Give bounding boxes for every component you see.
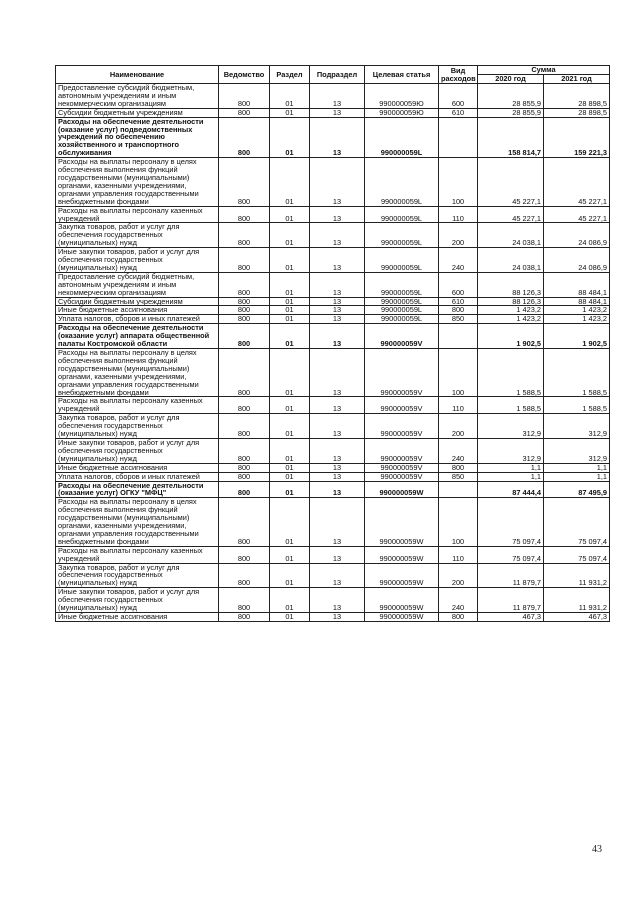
cell-sum-2020: 45 227,1 — [478, 158, 544, 206]
table-row — [56, 117, 610, 158]
col-header-podrazdel: Подраздел — [310, 66, 365, 84]
cell-vid-rashodov: 240 — [439, 438, 478, 463]
cell-celevaya-statya: 990000059L — [365, 306, 439, 315]
table-row — [56, 463, 610, 472]
cell-vid-rashodov: 850 — [439, 472, 478, 481]
cell-sum-2020: 11 879,7 — [478, 563, 544, 588]
cell-celevaya-statya: 990000059V — [365, 397, 439, 414]
col-header-razdel: Раздел — [270, 66, 310, 84]
cell-podrazdel: 13 — [310, 414, 365, 439]
cell-vid-rashodov: 110 — [439, 397, 478, 414]
cell-razdel: 01 — [270, 117, 310, 158]
table-row — [56, 248, 610, 273]
cell-sum-2021: 45 227,1 — [544, 206, 610, 223]
cell-sum-2021: 88 484,1 — [544, 297, 610, 306]
cell-vedomstvo: 800 — [219, 588, 270, 613]
cell-celevaya-statya: 990000059V — [365, 414, 439, 439]
cell-celevaya-statya: 990000059L — [365, 315, 439, 324]
cell-vedomstvo: 800 — [219, 563, 270, 588]
cell-sum-2020: 158 814,7 — [478, 117, 544, 158]
cell-celevaya-statya: 990000059V — [365, 463, 439, 472]
cell-sum-2020: 75 097,4 — [478, 546, 544, 563]
col-header-summa: Сумма — [478, 66, 610, 75]
cell-sum-2021: 75 097,4 — [544, 498, 610, 546]
col-header-vedomstvo: Ведомство — [219, 66, 270, 84]
cell-podrazdel: 13 — [310, 546, 365, 563]
cell-celevaya-statya: 990000059L — [365, 248, 439, 273]
cell-vedomstvo: 800 — [219, 498, 270, 546]
cell-sum-2020: 87 444,4 — [478, 481, 544, 498]
cell-vid-rashodov: 110 — [439, 206, 478, 223]
cell-name: Расходы на выплаты персоналу казенных учреждений — [56, 397, 219, 414]
table-row — [56, 324, 610, 349]
table-row — [56, 481, 610, 498]
cell-razdel: 01 — [270, 438, 310, 463]
cell-podrazdel: 13 — [310, 563, 365, 588]
cell-celevaya-statya: 990000059L — [365, 206, 439, 223]
cell-sum-2021: 28 898,5 — [544, 84, 610, 109]
cell-vid-rashodov: 610 — [439, 108, 478, 117]
cell-vedomstvo: 800 — [219, 546, 270, 563]
table-row — [56, 297, 610, 306]
cell-sum-2021: 1 902,5 — [544, 324, 610, 349]
cell-vid-rashodov: 100 — [439, 498, 478, 546]
cell-sum-2021: 1,1 — [544, 463, 610, 472]
cell-sum-2021: 1 423,2 — [544, 306, 610, 315]
cell-sum-2021: 88 484,1 — [544, 272, 610, 297]
cell-vid-rashodov: 240 — [439, 588, 478, 613]
cell-sum-2020: 75 097,4 — [478, 498, 544, 546]
cell-name: Закупка товаров, работ и услуг для обеспечения государственных (муниципальных) нужд — [56, 563, 219, 588]
cell-celevaya-statya: 990000059V — [365, 438, 439, 463]
cell-sum-2021: 1 588,5 — [544, 349, 610, 397]
cell-sum-2020: 467,3 — [478, 613, 544, 622]
cell-vedomstvo: 800 — [219, 481, 270, 498]
cell-razdel: 01 — [270, 272, 310, 297]
cell-razdel: 01 — [270, 463, 310, 472]
cell-name: Иные бюджетные ассигнования — [56, 306, 219, 315]
table-row — [56, 472, 610, 481]
cell-podrazdel: 13 — [310, 498, 365, 546]
cell-sum-2020: 88 126,3 — [478, 297, 544, 306]
cell-podrazdel: 13 — [310, 397, 365, 414]
cell-podrazdel: 13 — [310, 108, 365, 117]
cell-podrazdel: 13 — [310, 463, 365, 472]
cell-razdel: 01 — [270, 248, 310, 273]
cell-name: Иные закупки товаров, работ и услуг для обеспечения государственных (муниципальных) нужд — [56, 588, 219, 613]
cell-vedomstvo: 800 — [219, 117, 270, 158]
cell-vedomstvo: 800 — [219, 108, 270, 117]
cell-sum-2021: 11 931,2 — [544, 563, 610, 588]
cell-podrazdel: 13 — [310, 315, 365, 324]
cell-vedomstvo: 800 — [219, 248, 270, 273]
table-row — [56, 306, 610, 315]
cell-name: Расходы на выплаты персоналу в целях обеспечения выполнения функций государственными (муниципальными) органами, казенными учреждениями, органами управления государственными внебюджетными фондами — [56, 158, 219, 206]
cell-name: Иные закупки товаров, работ и услуг для обеспечения государственных (муниципальных) нужд — [56, 438, 219, 463]
cell-sum-2021: 87 495,9 — [544, 481, 610, 498]
cell-podrazdel: 13 — [310, 349, 365, 397]
cell-vid-rashodov: 800 — [439, 306, 478, 315]
cell-celevaya-statya: 990000059L — [365, 223, 439, 248]
cell-razdel: 01 — [270, 297, 310, 306]
cell-razdel: 01 — [270, 613, 310, 622]
cell-celevaya-statya: 990000059W — [365, 546, 439, 563]
cell-vedomstvo: 800 — [219, 438, 270, 463]
table-row — [56, 206, 610, 223]
cell-vid-rashodov: 100 — [439, 158, 478, 206]
cell-sum-2020: 24 038,1 — [478, 223, 544, 248]
cell-celevaya-statya: 990000059W — [365, 613, 439, 622]
col-header-name: Наименование — [56, 66, 219, 84]
cell-razdel: 01 — [270, 498, 310, 546]
cell-razdel: 01 — [270, 472, 310, 481]
cell-vid-rashodov: 200 — [439, 563, 478, 588]
cell-name: Закупка товаров, работ и услуг для обеспечения государственных (муниципальных) нужд — [56, 414, 219, 439]
table-row — [56, 588, 610, 613]
table-row — [56, 349, 610, 397]
cell-sum-2021: 28 898,5 — [544, 108, 610, 117]
cell-sum-2020: 1 902,5 — [478, 324, 544, 349]
cell-podrazdel: 13 — [310, 223, 365, 248]
cell-podrazdel: 13 — [310, 306, 365, 315]
cell-podrazdel: 13 — [310, 158, 365, 206]
cell-name: Расходы на выплаты персоналу в целях обеспечения выполнения функций государственными (муниципальными) органами, казенными учреждениями, органами управления государственными внебюджетными фондами — [56, 349, 219, 397]
cell-celevaya-statya: 990000059V — [365, 349, 439, 397]
cell-razdel: 01 — [270, 306, 310, 315]
table-row — [56, 498, 610, 546]
cell-razdel: 01 — [270, 414, 310, 439]
cell-podrazdel: 13 — [310, 272, 365, 297]
cell-sum-2020: 28 855,9 — [478, 108, 544, 117]
cell-sum-2020: 11 879,7 — [478, 588, 544, 613]
table-row — [56, 397, 610, 414]
cell-vid-rashodov: 800 — [439, 613, 478, 622]
cell-podrazdel: 13 — [310, 438, 365, 463]
table-row — [56, 414, 610, 439]
cell-vid-rashodov — [439, 324, 478, 349]
table-row — [56, 315, 610, 324]
table-header — [56, 66, 610, 84]
col-header-vid-rashodov: Вид расходов — [439, 66, 478, 84]
cell-vid-rashodov: 800 — [439, 463, 478, 472]
table-row — [56, 272, 610, 297]
cell-vedomstvo: 800 — [219, 324, 270, 349]
cell-vedomstvo: 800 — [219, 349, 270, 397]
table-row — [56, 546, 610, 563]
cell-vid-rashodov: 200 — [439, 223, 478, 248]
cell-name: Расходы на выплаты персоналу в целях обеспечения выполнения функций государственными (муниципальными) органами, казенными учреждениями, органами управления государственными внебюджетными фондами — [56, 498, 219, 546]
cell-sum-2021: 75 097,4 — [544, 546, 610, 563]
cell-celevaya-statya: 990000059W — [365, 498, 439, 546]
cell-sum-2020: 1 588,5 — [478, 349, 544, 397]
cell-vid-rashodov: 200 — [439, 414, 478, 439]
cell-celevaya-statya: 990000059Ю — [365, 108, 439, 117]
table-row — [56, 613, 610, 622]
cell-sum-2021: 11 931,2 — [544, 588, 610, 613]
col-header-2021: 2021 год — [544, 75, 610, 84]
cell-sum-2020: 1 588,5 — [478, 397, 544, 414]
cell-vid-rashodov: 600 — [439, 272, 478, 297]
cell-vid-rashodov: 600 — [439, 84, 478, 109]
cell-podrazdel: 13 — [310, 84, 365, 109]
cell-sum-2020: 1,1 — [478, 463, 544, 472]
cell-vedomstvo: 800 — [219, 158, 270, 206]
cell-vedomstvo: 800 — [219, 315, 270, 324]
cell-razdel: 01 — [270, 223, 310, 248]
cell-sum-2020: 24 038,1 — [478, 248, 544, 273]
cell-celevaya-statya: 990000059L — [365, 272, 439, 297]
cell-name: Закупка товаров, работ и услуг для обеспечения государственных (муниципальных) нужд — [56, 223, 219, 248]
cell-vid-rashodov: 100 — [439, 349, 478, 397]
cell-sum-2020: 88 126,3 — [478, 272, 544, 297]
cell-vedomstvo: 800 — [219, 397, 270, 414]
cell-razdel: 01 — [270, 349, 310, 397]
cell-celevaya-statya: 990000059W — [365, 563, 439, 588]
cell-celevaya-statya: 990000059L — [365, 297, 439, 306]
cell-razdel: 01 — [270, 84, 310, 109]
cell-razdel: 01 — [270, 158, 310, 206]
cell-vedomstvo: 800 — [219, 463, 270, 472]
budget-table — [55, 65, 610, 622]
cell-vid-rashodov — [439, 117, 478, 158]
col-header-celevaya-statya: Целевая статья — [365, 66, 439, 84]
cell-name: Иные закупки товаров, работ и услуг для обеспечения государственных (муниципальных) нужд — [56, 248, 219, 273]
cell-celevaya-statya: 990000059W — [365, 588, 439, 613]
cell-sum-2021: 24 086,9 — [544, 223, 610, 248]
cell-celevaya-statya: 990000059V — [365, 472, 439, 481]
cell-name: Иные бюджетные ассигнования — [56, 613, 219, 622]
cell-podrazdel: 13 — [310, 206, 365, 223]
table-row — [56, 223, 610, 248]
cell-sum-2020: 1,1 — [478, 472, 544, 481]
cell-name: Расходы на выплаты персоналу казенных учреждений — [56, 206, 219, 223]
cell-vedomstvo: 800 — [219, 414, 270, 439]
cell-celevaya-statya: 990000059V — [365, 324, 439, 349]
table-row — [56, 438, 610, 463]
cell-name: Уплата налогов, сборов и иных платежей — [56, 472, 219, 481]
cell-name: Предоставление субсидий бюджетным, автономным учреждениям и иным некоммерческим организациям — [56, 272, 219, 297]
cell-podrazdel: 13 — [310, 613, 365, 622]
cell-sum-2020: 28 855,9 — [478, 84, 544, 109]
table-row — [56, 563, 610, 588]
cell-sum-2021: 312,9 — [544, 438, 610, 463]
cell-razdel: 01 — [270, 324, 310, 349]
table-row — [56, 158, 610, 206]
cell-name: Расходы на выплаты персоналу казенных учреждений — [56, 546, 219, 563]
cell-sum-2021: 45 227,1 — [544, 158, 610, 206]
cell-vedomstvo: 800 — [219, 272, 270, 297]
cell-sum-2021: 24 086,9 — [544, 248, 610, 273]
cell-vid-rashodov: 110 — [439, 546, 478, 563]
cell-vedomstvo: 800 — [219, 223, 270, 248]
cell-celevaya-statya: 990000059Ю — [365, 84, 439, 109]
cell-razdel: 01 — [270, 397, 310, 414]
page-number: 43 — [592, 844, 602, 855]
cell-sum-2020: 312,9 — [478, 414, 544, 439]
cell-sum-2020: 1 423,2 — [478, 306, 544, 315]
cell-name: Иные бюджетные ассигнования — [56, 463, 219, 472]
cell-vedomstvo: 800 — [219, 84, 270, 109]
cell-vedomstvo: 800 — [219, 613, 270, 622]
cell-sum-2020: 45 227,1 — [478, 206, 544, 223]
cell-name: Расходы на обеспечение деятельности (оказание услуг) ОГКУ "МФЦ" — [56, 481, 219, 498]
cell-razdel: 01 — [270, 315, 310, 324]
cell-name: Субсидии бюджетным учреждениям — [56, 108, 219, 117]
cell-podrazdel: 13 — [310, 117, 365, 158]
cell-razdel: 01 — [270, 588, 310, 613]
cell-podrazdel: 13 — [310, 324, 365, 349]
cell-name: Расходы на обеспечение деятельности (оказание услуг) подведомственных учреждений по обеспечению хозяйственного и транспортного обслуживания — [56, 117, 219, 158]
cell-razdel: 01 — [270, 546, 310, 563]
cell-sum-2021: 1 423,2 — [544, 315, 610, 324]
cell-vid-rashodov: 610 — [439, 297, 478, 306]
cell-podrazdel: 13 — [310, 481, 365, 498]
cell-vid-rashodov — [439, 481, 478, 498]
cell-name: Расходы на обеспечение деятельности (оказание услуг) аппарата общественной палаты Костромской области — [56, 324, 219, 349]
cell-podrazdel: 13 — [310, 248, 365, 273]
cell-sum-2021: 159 221,3 — [544, 117, 610, 158]
cell-podrazdel: 13 — [310, 588, 365, 613]
cell-sum-2021: 1 588,5 — [544, 397, 610, 414]
cell-vedomstvo: 800 — [219, 206, 270, 223]
cell-razdel: 01 — [270, 563, 310, 588]
cell-name: Субсидии бюджетным учреждениям — [56, 297, 219, 306]
cell-vedomstvo: 800 — [219, 472, 270, 481]
cell-sum-2021: 1,1 — [544, 472, 610, 481]
cell-name: Уплата налогов, сборов и иных платежей — [56, 315, 219, 324]
cell-podrazdel: 13 — [310, 472, 365, 481]
cell-vid-rashodov: 850 — [439, 315, 478, 324]
table-row — [56, 108, 610, 117]
cell-razdel: 01 — [270, 206, 310, 223]
table-row — [56, 84, 610, 109]
cell-celevaya-statya: 990000059L — [365, 158, 439, 206]
cell-vid-rashodov: 240 — [439, 248, 478, 273]
cell-razdel: 01 — [270, 481, 310, 498]
cell-celevaya-statya: 990000059L — [365, 117, 439, 158]
cell-vedomstvo: 800 — [219, 297, 270, 306]
cell-celevaya-statya: 990000059W — [365, 481, 439, 498]
cell-name: Предоставление субсидий бюджетным, автономным учреждениям и иным некоммерческим организациям — [56, 84, 219, 109]
cell-vedomstvo: 800 — [219, 306, 270, 315]
cell-sum-2021: 467,3 — [544, 613, 610, 622]
cell-podrazdel: 13 — [310, 297, 365, 306]
cell-sum-2020: 312,9 — [478, 438, 544, 463]
cell-razdel: 01 — [270, 108, 310, 117]
col-header-2020: 2020 год — [478, 75, 544, 84]
cell-sum-2021: 312,9 — [544, 414, 610, 439]
table-body — [56, 84, 610, 622]
cell-sum-2020: 1 423,2 — [478, 315, 544, 324]
